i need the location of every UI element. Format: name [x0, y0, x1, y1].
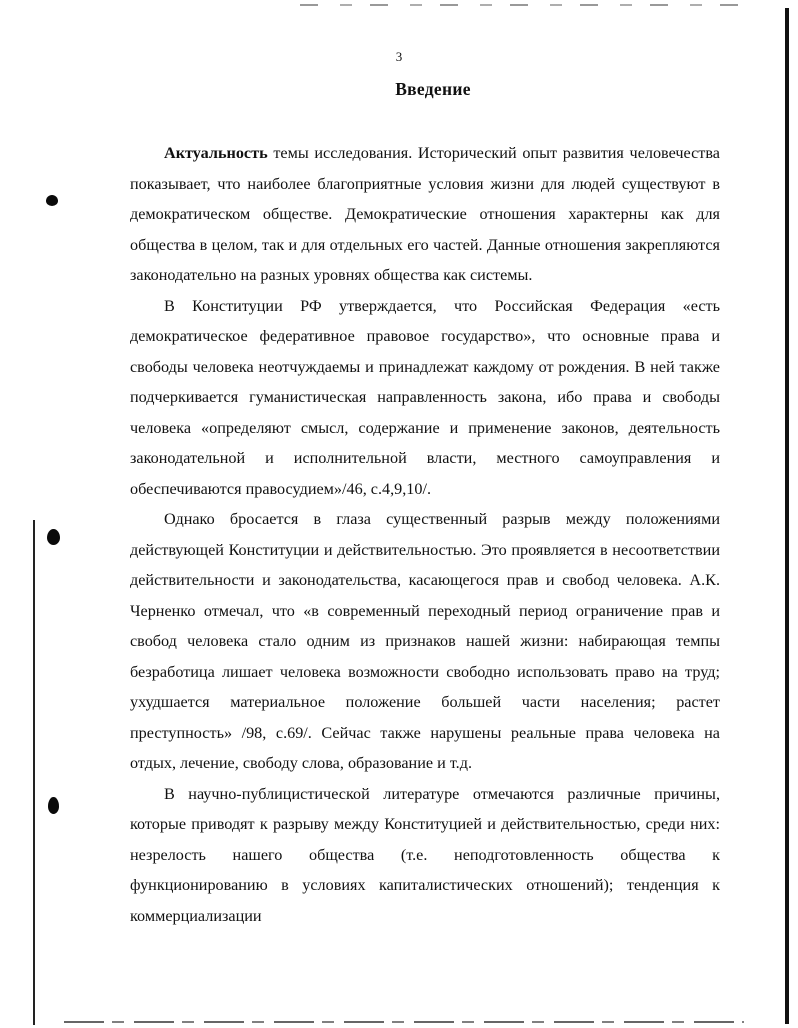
body-text: [130, 138, 720, 931]
punch-hole-mark: [48, 797, 59, 814]
paragraph-text: темы исследования. Исторический опыт развития человечества показывает, что наиболее благоприятные условия жизни для людей существуют в демократическом обществе. Демократические отношения характерны как для общества в целом, так и для отдельных его частей. Данные отношения закрепляются законодательно на разных уровнях общества как системы.: [130, 144, 720, 284]
scan-edge-right: [785, 8, 789, 1024]
paragraph-gap: Однако бросается в глаза существенный разрыв между положениями действующей Конституции и действительностью. Это проявляется в несоответствии действительности и законодательства, касающегося прав и свобод человека. А.К. Черненко отмечал, что «в современный переходный период ограничение прав и свобод человека стало одним из признаков нашей жизни: набирающая темпы безработица лишает человека возможности свободно использовать право на труд; ухудшается материальное положение большей части населения; растет преступность» /98, с.69/. Сейчас также нарушены реальные права человека на отдых, лечение, свободу слова, образование и т.д.: [130, 510, 720, 772]
paragraph-causes: В научно-публицистической литературе отмечаются различные причины, которые приводят к разрыву между Конституцией и действительностью, среди них: незрелость нашего общества (т.е. неподготовленность общества к функционированию в условиях капиталистических отношений); тенденция к коммерциализации: [130, 784, 720, 925]
scan-edge-top: [300, 4, 740, 6]
scan-edge-left: [33, 520, 35, 1025]
scan-edge-bottom: [64, 1021, 744, 1023]
paragraph-relevance: [130, 138, 720, 291]
punch-hole-mark: [46, 195, 58, 206]
paragraph-lead: Актуальность: [164, 144, 268, 162]
page-title: Введение: [395, 79, 471, 99]
page-number: 3: [395, 49, 403, 64]
punch-hole-mark: [47, 529, 60, 545]
paragraph-constitution: В Конституции РФ утверждается, что Российская Федерация «есть демократическое федеративное правовое государство», что основные права и свободы человека неотчуждаемы и принадлежат каждому от рождения. В ней также подчеркивается гуманистическая направленность закона, ибо права и свободы человека «определяют смысл, содержание и применение законов, деятельность законодательной и исполнительной власти, местного самоуправления и обеспечиваются правосудием»/46, с.4,9,10/.: [130, 296, 720, 498]
